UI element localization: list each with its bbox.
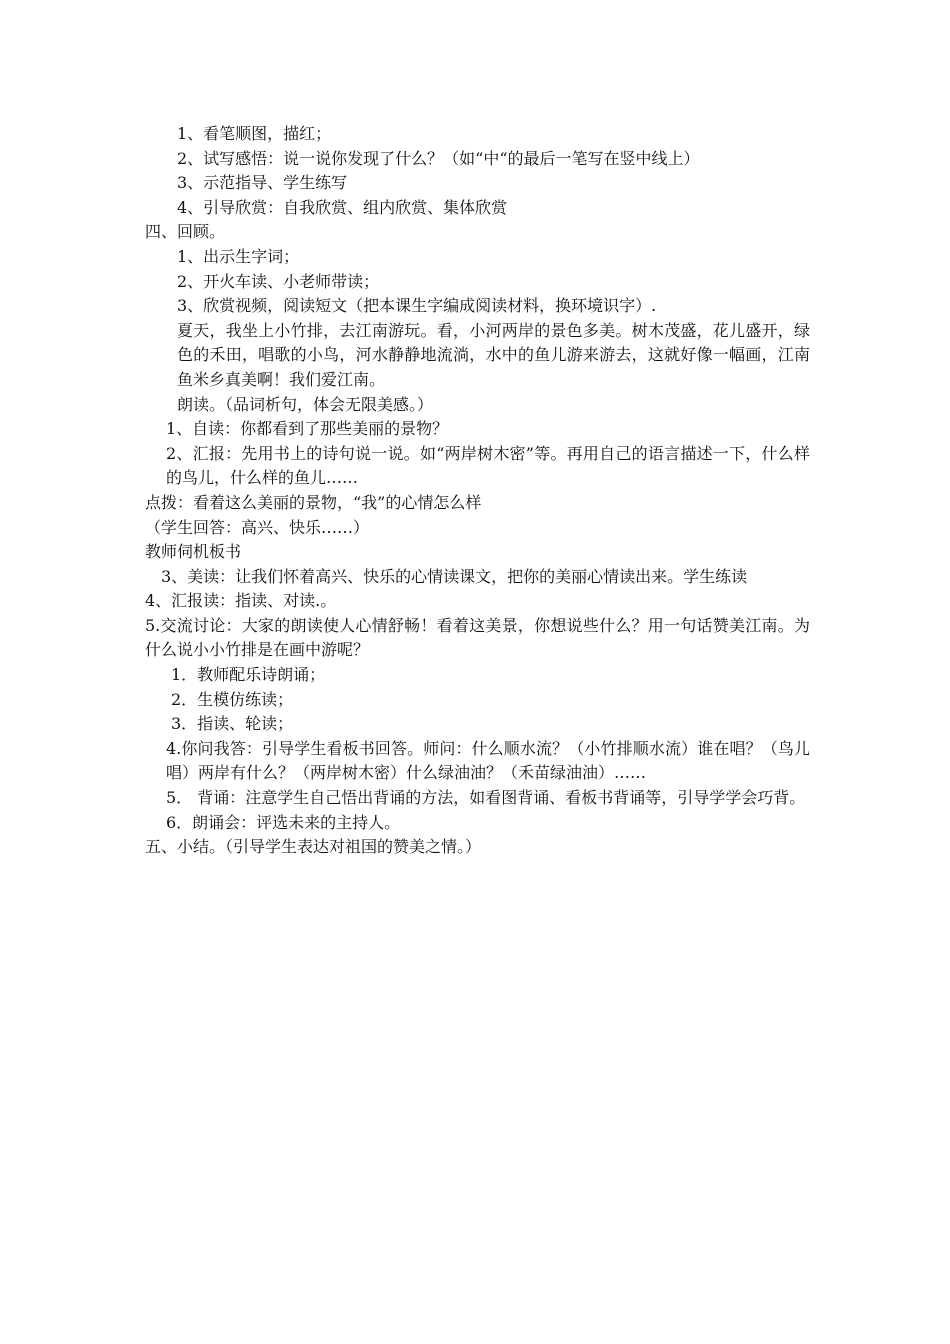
review-step-3: 3、欣赏视频，阅读短文（把本课生字编成阅读材料，换环境识字）. (177, 296, 657, 316)
discussion: 5.交流讨论：大家的朗读使人心情舒畅！看着这美景，你想说些什么？用一句话赞美江南。为什么说小小竹排是在画中游呢？ (145, 615, 810, 660)
step-4-appreciate: 4、引导欣赏：自我欣赏、组内欣赏、集体欣赏 (177, 197, 508, 217)
step-3-demonstrate: 3、示范指导、学生练写 (177, 173, 348, 193)
recital-party: 6．朗诵会：评选未来的主持人。 (166, 812, 401, 832)
step-2-try-writing: 2、试写感悟：说一说你发现了什么？（如“中“的最后一笔写在竖中线上） (177, 148, 700, 168)
student-answer: （学生回答：高兴、快乐……） (145, 517, 370, 537)
review-step-1: 1、出示生字词； (177, 246, 300, 266)
question-answer: 4.你问我答：引导学生看板书回答。师问：什么顺水流？（小竹排顺水流）谁在唱？（鸟儿唱）两岸有什么？（两岸树木密）什么绿油油？（禾苗绿油油）…… (166, 738, 810, 783)
reading-passage: 夏天，我坐上小竹排，去江南游玩。看，小河两岸的景色多美。树木茂盛，花儿盛开，绿色的禾田，唱歌的小鸟，河水静静地流淌，水中的鱼儿游来游去，这就好像一幅画，江南鱼米乡真美啊！我们爱江南。 (177, 320, 810, 389)
document-body (145, 122, 810, 860)
reading-instruction: 朗读。（品词析句，体会无限美感。） (177, 394, 434, 414)
recitation: 5． 背诵：注意学生自己悟出背诵的方法，如看图背诵、看板书背诵等，引导学学会巧背。 (166, 788, 806, 808)
step-1-trace: 1、看笔顺图，描红； (177, 124, 332, 143)
self-reading: 1、自读：你都看到了那些美丽的景物？ (166, 419, 449, 439)
blackboard-note: 教师伺机板书 (145, 542, 242, 562)
pointed-reading: 3．指读、轮读； (171, 714, 294, 734)
section-summary-heading: 五、小结。（引导学生表达对祖国的赞美之情。） (145, 837, 482, 857)
section-review-heading: 四、回顾。 (145, 222, 226, 242)
student-imitate: 2．生模仿练读； (171, 689, 294, 709)
report-reading: 4、汇报读：指读、对读.。 (145, 591, 337, 611)
teacher-recital: 1．教师配乐诗朗诵； (171, 665, 326, 685)
report-step: 2、汇报：先用书上的诗句说一说。如“两岸树木密”等。再用自己的语言描述一下，什么样的鸟儿，什么样的鱼儿…… (166, 443, 810, 488)
guidance-note: 点拨：看着这么美丽的景物，“我”的心情怎么样 (145, 492, 482, 512)
beautiful-reading: 3、美读：让我们怀着高兴、快乐的心情读课文，把你的美丽心情读出来。学生练读 (161, 566, 748, 586)
review-step-2: 2、开火车读、小老师带读； (177, 271, 380, 291)
